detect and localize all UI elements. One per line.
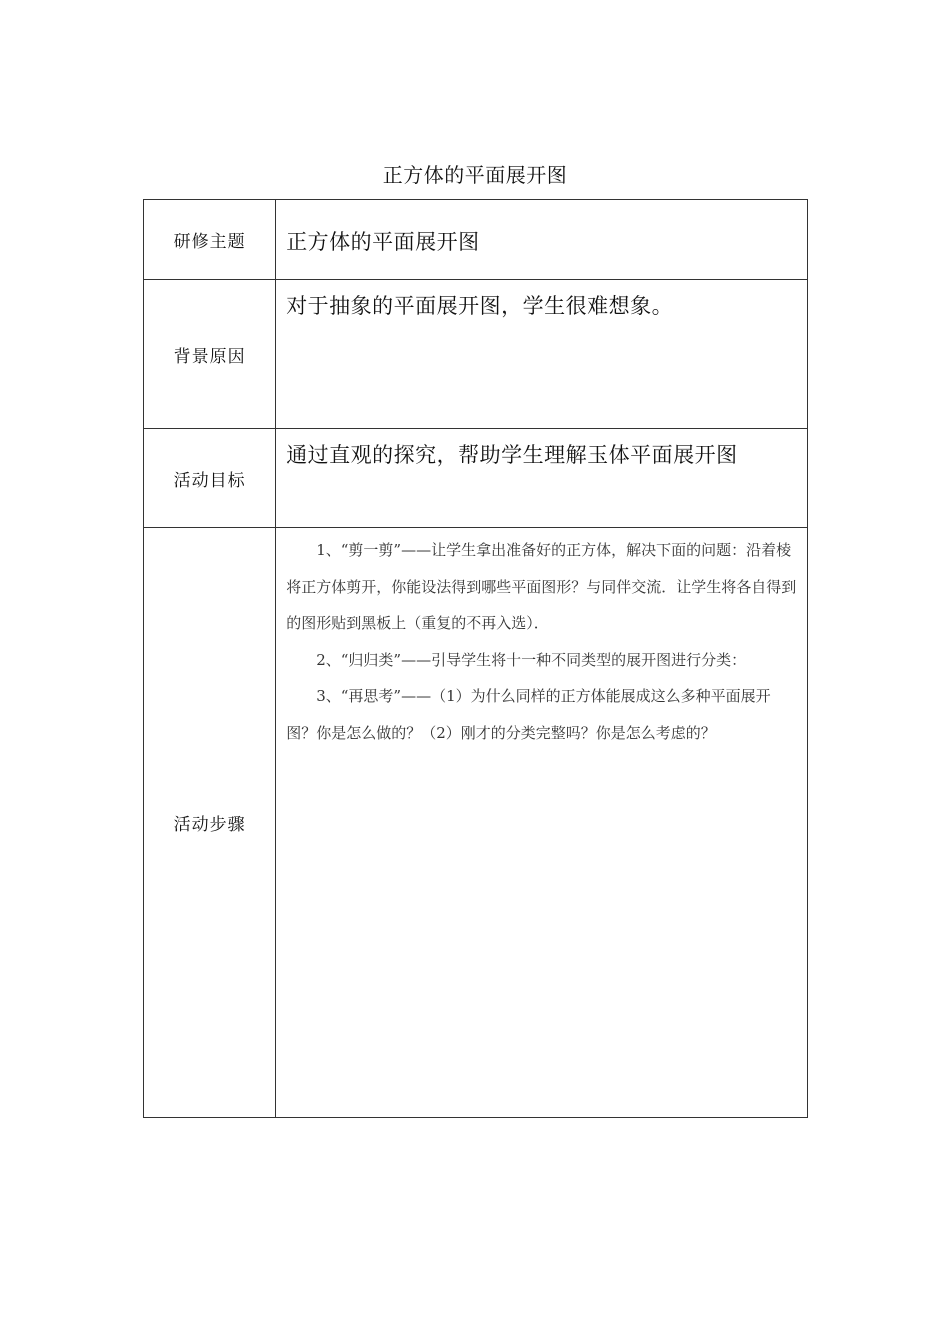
step-paragraph-3: 3、“再思考”——（1）为什么同样的正方体能展成这么多种平面展开图？你是怎么做的？（2）刚才的分类完整吗？你是怎么考虑的？ [286,687,771,742]
steps-text [276,528,807,751]
step-paragraph-1: 1、“剪一剪”——让学生拿出准备好的正方体，解决下面的问题：沿着棱将正方体剪开，你能设法得到哪些平面图形？与同伴交流．让学生将各自得到的图形贴到黑板上（重复的不再入选）． [286,541,797,632]
row-label: 背景原因 [173,346,246,367]
label-cell-topic [144,200,276,280]
label-cell-goal [144,429,276,528]
content-cell-steps [276,528,808,1118]
step-paragraph-2: 2、“归归类”——引导学生将十一种不同类型的展开图进行分类： [316,650,747,669]
label-cell-steps [144,528,276,1118]
content-cell-goal [276,429,808,528]
table-row-background [144,280,808,429]
table-row-steps [144,528,808,1118]
goal-text: 通过直观的探究，帮助学生理解玉体平面展开图 [286,443,738,467]
table-row-goal [144,429,808,528]
background-text: 对于抽象的平面展开图，学生很难想象。 [286,294,674,318]
topic-text: 正方体的平面展开图 [286,230,480,254]
table-row-topic [144,200,808,280]
lesson-plan-table [143,199,808,1118]
row-label: 研修主题 [173,232,246,252]
document-title: 正方体的平面展开图 [382,163,568,187]
label-cell-background [144,280,276,429]
row-label: 活动目标 [173,471,246,491]
row-label: 活动步骤 [173,815,246,835]
content-cell-background [276,280,808,429]
content-cell-topic [276,200,808,280]
